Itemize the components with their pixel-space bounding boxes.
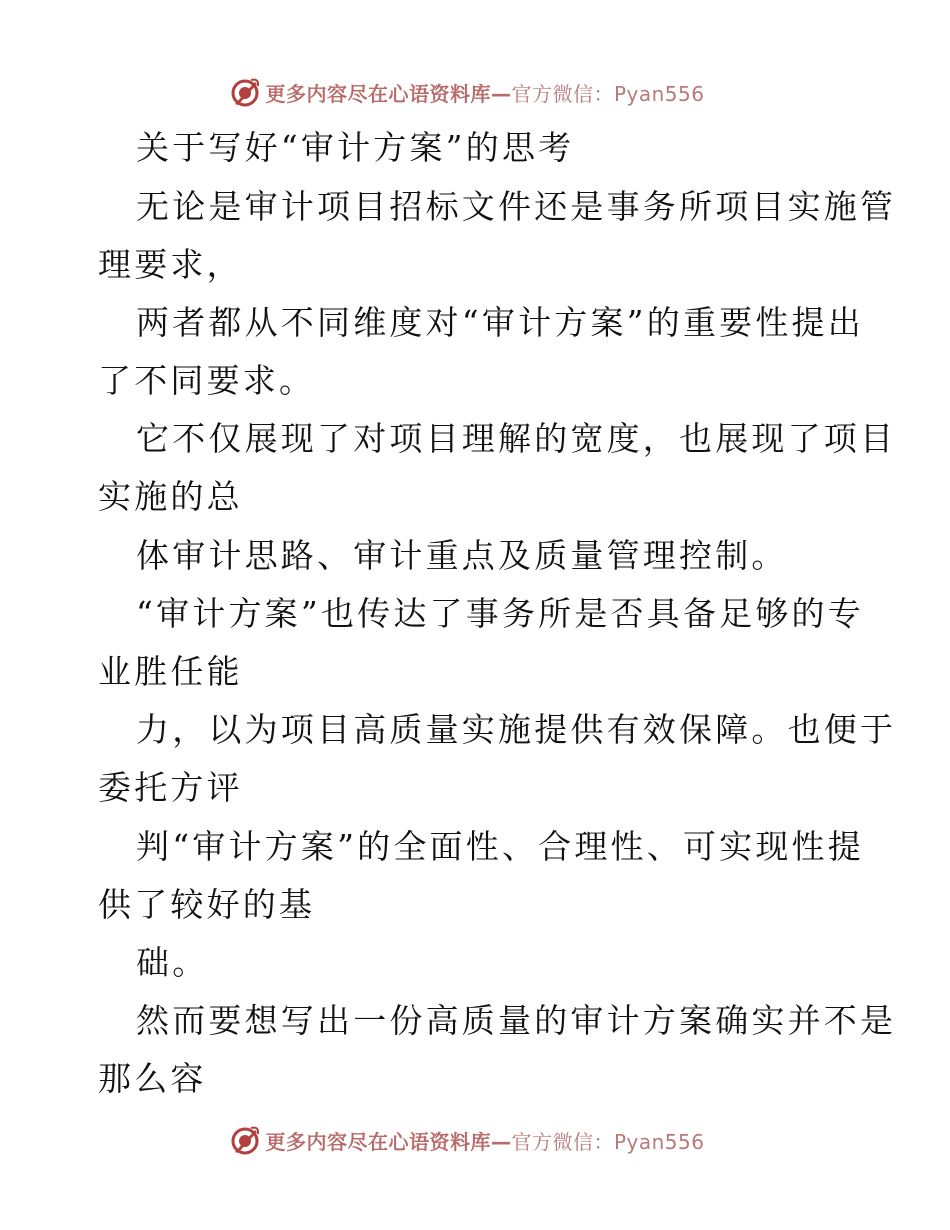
- paragraph-line: 判“审计方案”的全面性、合理性、可实现性提: [136, 827, 864, 866]
- paragraph-line: 那么容: [98, 1059, 207, 1098]
- paragraph-line: 委托方评: [98, 768, 243, 807]
- paragraph-line: 它不仅展现了对项目理解的宽度，也展现了项目: [136, 419, 897, 458]
- header-banner: [0, 72, 950, 112]
- banner-text: 更多内容尽在心语资料库—官方微信：Pyan556: [265, 81, 705, 106]
- paragraph-line: 力，以为项目高质量实施提供有效保障。也便于: [136, 710, 897, 749]
- paragraph-line: 无论是审计项目招标文件还是事务所项目实施管: [136, 187, 897, 226]
- paragraph-line: 然而要想写出一份高质量的审计方案确实并不是: [136, 1001, 897, 1040]
- paragraph-line: “审计方案”也传达了事务所是否具备足够的专: [136, 594, 864, 633]
- banner-text: 更多内容尽在心语资料库—官方微信：Pyan556: [265, 1129, 705, 1154]
- paragraph-line: 供了较好的基: [98, 885, 316, 924]
- footer-banner: [0, 1120, 950, 1160]
- paragraph-line: 体审计思路、审计重点及质量管理控制。: [136, 536, 788, 575]
- paragraph-line: 业胜任能: [98, 652, 243, 691]
- paragraph-line: 理要求，: [98, 245, 243, 284]
- paragraph-line: 实施的总: [98, 477, 243, 516]
- document-title: 关于写好“审计方案”的思考: [136, 128, 575, 167]
- paragraph-line: 两者都从不同维度对“审计方案”的重要性提出: [136, 303, 864, 342]
- paragraph-line: 了不同要求。: [98, 361, 316, 400]
- paragraph-line: 础。: [136, 943, 209, 982]
- quill-seal-icon: [229, 76, 261, 108]
- quill-seal-icon: [229, 1124, 261, 1156]
